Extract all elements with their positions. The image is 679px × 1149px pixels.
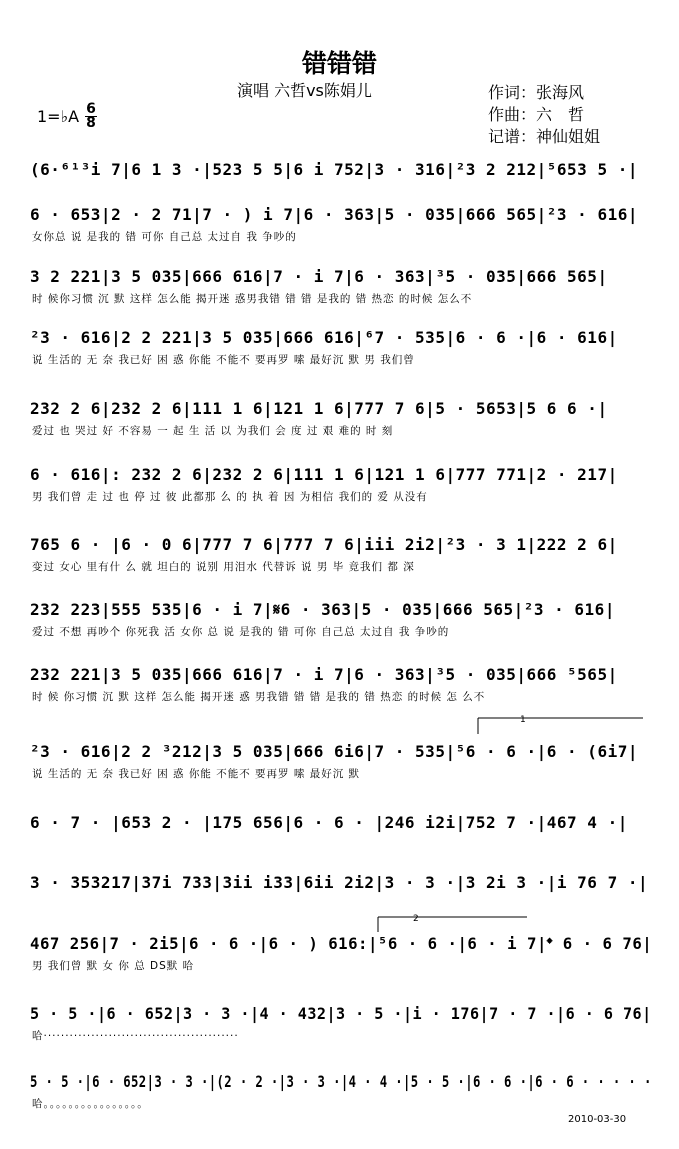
music-line-4: ²3 · 616|2 2 221|3 5 035|666 616|⁶7 · 535|6 · 6 ·|6 · 616| bbox=[30, 328, 618, 347]
lyric-line-13: 男 我们曾 默 女 你 总 DS默 哈 bbox=[32, 960, 195, 972]
lyric-line-3: 时 候你习惯 沉 默 这样 怎么能 揭开迷 惑男我错 错 错 是我的 错 热恋 的时候 怎么不 bbox=[32, 293, 473, 305]
time-signature-denominator: 8 bbox=[86, 115, 96, 131]
music-line-2: 6 · 653|2 · 2 71|7 · ) i 7|6 · 363|5 · 035|666 565|²3 · 616| bbox=[30, 205, 638, 224]
lyric-line-5: 爱过 也 哭过 好 不容易 一 起 生 活 以 为我们 会 度 过 艰 难的 时 刻 bbox=[32, 425, 394, 437]
music-line-8: 232 223|555 535|6 · i 7|𝄋6 · 363|5 · 035|666 565|²3 · 616| bbox=[30, 600, 615, 619]
lyric-line-14: 哈············································· bbox=[32, 1030, 239, 1042]
music-line-1: (6·⁶¹³i 7|6 1 3 ·|523 5 5|6 i 752|3 · 316|²3 2 212|⁵653 5 ·| bbox=[30, 160, 638, 179]
song-title: 错错错 bbox=[301, 49, 377, 78]
lyric-line-4: 说 生活的 无 奈 我已好 困 惑 你能 不能不 要再罗 嗦 最好沉 默 男 我们曾 bbox=[32, 354, 415, 366]
music-line-5: 232 2 6|232 2 6|111 1 6|121 1 6|777 7 6|5 · 5653|5 6 6 ·| bbox=[30, 399, 608, 418]
music-line-13: 467 256|7 · 2i5|6 · 6 ·|6 · ) 616:|⁵6 · 6 ·|6 · i 7|𝄌 6 · 6 76| bbox=[30, 934, 653, 953]
lyric-line-7: 变过 女心 里有什 么 就 坦白的 说别 用泪水 代替诉 说 男 毕 竟我们 都 深 bbox=[32, 561, 415, 573]
volta-1-bracket bbox=[478, 715, 643, 734]
lyric-line-9: 时 候 你习惯 沉 默 这样 怎么能 揭开迷 惑 男我错 错 错 是我的 错 热恋 的时候 怎 么不 bbox=[32, 691, 486, 703]
key-signature: 1=♭A bbox=[37, 107, 80, 126]
music-line-3: 3 2 221|3 5 035|666 616|7 · i 7|6 · 363|³5 · 035|666 565| bbox=[30, 267, 608, 286]
composer-credit: 作曲：六 哲 bbox=[488, 105, 585, 124]
volta-2-label: 2 bbox=[413, 914, 419, 924]
music-line-14: 5 · 5 ·|6 · 652|3 · 3 ·|4 · 432|3 · 5 ·|i · 176|7 · 7 ·|6 · 6 76| bbox=[30, 1004, 652, 1023]
music-line-15: 5 · 5 ·|6 · 652|3 · 3 ·|(2 · 2 ·|3 · 3 ·|4 · 4 ·|5 · 5 ·|6 · 6 ·|6 · 6 · · · · · bbox=[30, 1072, 652, 1091]
lyric-line-10: 说 生活的 无 奈 我已好 困 惑 你能 不能不 要再罗 嗦 最好沉 默 bbox=[32, 768, 361, 780]
volta-2-bracket bbox=[378, 914, 527, 932]
transcription-date: 2010-03-30 bbox=[568, 1114, 627, 1125]
music-line-7: 765 6 · |6 · 0 6|777 7 6|777 7 6|iii 2i2|²3 · 3 1|222 2 6| bbox=[30, 535, 618, 554]
lyric-line-2: 女你总 说 是我的 错 可你 自己总 太过自 我 争吵的 bbox=[32, 231, 297, 243]
lyric-line-6: 男 我们曾 走 过 也 停 过 彼 此都那 么 的 执 着 因 为相信 我们的 爱 从没有 bbox=[32, 491, 428, 503]
music-line-9: 232 221|3 5 035|666 616|7 · i 7|6 · 363|³5 · 035|666 ⁵565| bbox=[30, 665, 618, 684]
music-line-10: ²3 · 616|2 2 ³212|3 5 035|666 6i6|7 · 535|⁵6 · 6 ·|6 · (6i7| bbox=[30, 742, 638, 761]
transcriber-credit: 记谱：神仙姐姐 bbox=[488, 127, 601, 146]
music-line-11: 6 · 7 · |653 2 · |175 656|6 · 6 · |246 i2i|752 7 ·|467 4 ·| bbox=[30, 813, 628, 832]
music-line-12: 3 · 353217|37i 733|3ii i33|6ii 2i2|3 · 3 ·|3 2i 3 ·|i 76 7 ·| bbox=[30, 873, 649, 892]
lyric-line-15: 哈。。。。。。。。。。。。。。。。 bbox=[32, 1098, 149, 1110]
lyric-line-8: 爱过 不想 再吵个 你死我 活 女你 总 说 是我的 错 可你 自己总 太过自 我 争吵的 bbox=[32, 626, 450, 638]
music-line-6: 6 · 616|: 232 2 6|232 2 6|111 1 6|121 1 6|777 771|2 · 217| bbox=[30, 465, 618, 484]
volta-1-label: 1 bbox=[520, 715, 526, 725]
time-signature-numerator: 6 bbox=[86, 101, 96, 117]
singer-credit: 演唱 六哲vs陈娟儿 bbox=[237, 81, 372, 100]
lyricist-credit: 作词：张海风 bbox=[488, 83, 585, 102]
